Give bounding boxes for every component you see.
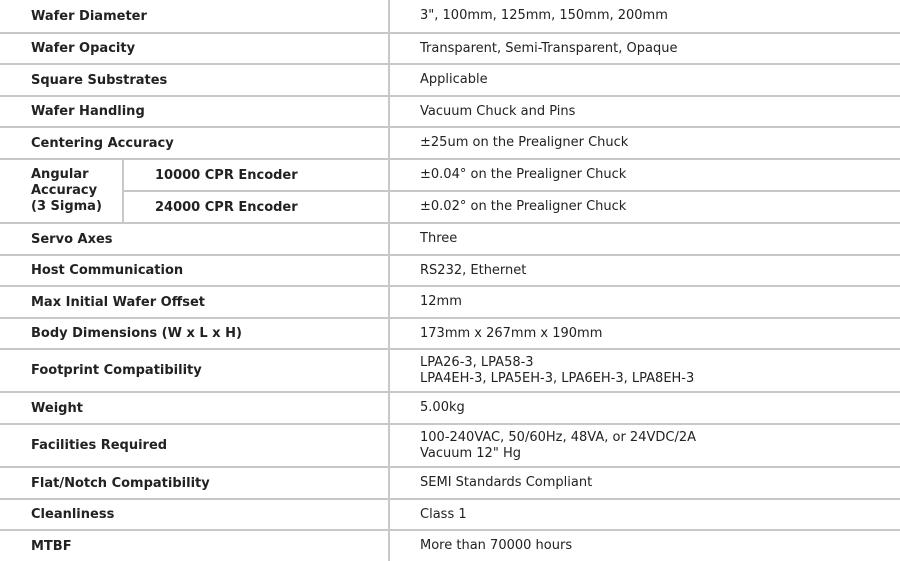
spec-label: Square Substrates <box>0 64 389 96</box>
spec-value: ±0.02° on the Prealigner Chuck <box>389 191 900 223</box>
spec-label: Body Dimensions (W x L x H) <box>0 318 389 349</box>
spec-label: Cleanliness <box>0 499 389 530</box>
spec-row-centering-accuracy <box>0 127 900 159</box>
spec-value: SEMI Standards Compliant <box>389 467 900 499</box>
spec-value: ±25um on the Prealigner Chuck <box>389 127 900 159</box>
spec-row-wafer-handling <box>0 96 900 127</box>
spec-value <box>389 349 900 392</box>
spec-value <box>389 424 900 467</box>
spec-value: RS232, Ethernet <box>389 255 900 286</box>
spec-row-flat-notch-compatibility <box>0 467 900 499</box>
angular-accuracy-label-line: (3 Sigma) <box>31 199 102 214</box>
spec-row-angular-accuracy-10000 <box>0 159 900 191</box>
spec-label: Max Initial Wafer Offset <box>0 286 389 318</box>
spec-value: Class 1 <box>389 499 900 530</box>
encoder-sub-label: 10000 CPR Encoder <box>123 159 389 191</box>
spec-value-line: 100-240VAC, 50/60Hz, 48VA, or 24VDC/2A <box>420 429 696 445</box>
spec-row-servo-axes <box>0 223 900 255</box>
spec-row-max-initial-wafer-offset <box>0 286 900 318</box>
spec-value: Transparent, Semi-Transparent, Opaque <box>389 33 900 64</box>
spec-label: Wafer Handling <box>0 96 389 127</box>
spec-value: More than 70000 hours <box>389 530 900 561</box>
spec-label: Footprint Compatibility <box>0 349 389 392</box>
spec-label: Host Communication <box>0 255 389 286</box>
spec-row-facilities-required <box>0 424 900 467</box>
spec-value-line: Vacuum 12" Hg <box>420 445 521 461</box>
spec-value: ±0.04° on the Prealigner Chuck <box>389 159 900 191</box>
spec-label: Flat/Notch Compatibility <box>0 467 389 499</box>
spec-value: 173mm x 267mm x 190mm <box>389 318 900 349</box>
spec-row-wafer-opacity <box>0 33 900 64</box>
spec-label: Facilities Required <box>0 424 389 467</box>
spec-label: Centering Accuracy <box>0 127 389 159</box>
angular-accuracy-label-line: Angular <box>31 167 89 182</box>
spec-row-wafer-diameter <box>0 0 900 33</box>
spec-label: MTBF <box>0 530 389 561</box>
angular-accuracy-label-line: Accuracy <box>31 183 98 198</box>
spec-row-square-substrates <box>0 64 900 96</box>
spec-row-footprint-compatibility <box>0 349 900 392</box>
spec-value: Applicable <box>389 64 900 96</box>
angular-accuracy-label <box>0 159 123 223</box>
spec-value: Vacuum Chuck and Pins <box>389 96 900 127</box>
spec-row-angular-accuracy-24000 <box>0 191 900 223</box>
spec-value: Three <box>389 223 900 255</box>
encoder-sub-label: 24000 CPR Encoder <box>123 191 389 223</box>
spec-label: Weight <box>0 392 389 424</box>
spec-value: 5.00kg <box>389 392 900 424</box>
spec-value-line: LPA26-3, LPA58-3 <box>420 354 534 370</box>
spec-label: Servo Axes <box>0 223 389 255</box>
spec-row-mtbf <box>0 530 900 561</box>
spec-label: Wafer Opacity <box>0 33 389 64</box>
spec-row-weight <box>0 392 900 424</box>
spec-row-body-dimensions <box>0 318 900 349</box>
spec-row-host-communication <box>0 255 900 286</box>
spec-row-cleanliness <box>0 499 900 530</box>
spec-value: 3", 100mm, 125mm, 150mm, 200mm <box>389 0 900 33</box>
spec-value-line: LPA4EH-3, LPA5EH-3, LPA6EH-3, LPA8EH-3 <box>420 370 695 386</box>
spec-value: 12mm <box>389 286 900 318</box>
spec-label: Wafer Diameter <box>0 0 389 33</box>
